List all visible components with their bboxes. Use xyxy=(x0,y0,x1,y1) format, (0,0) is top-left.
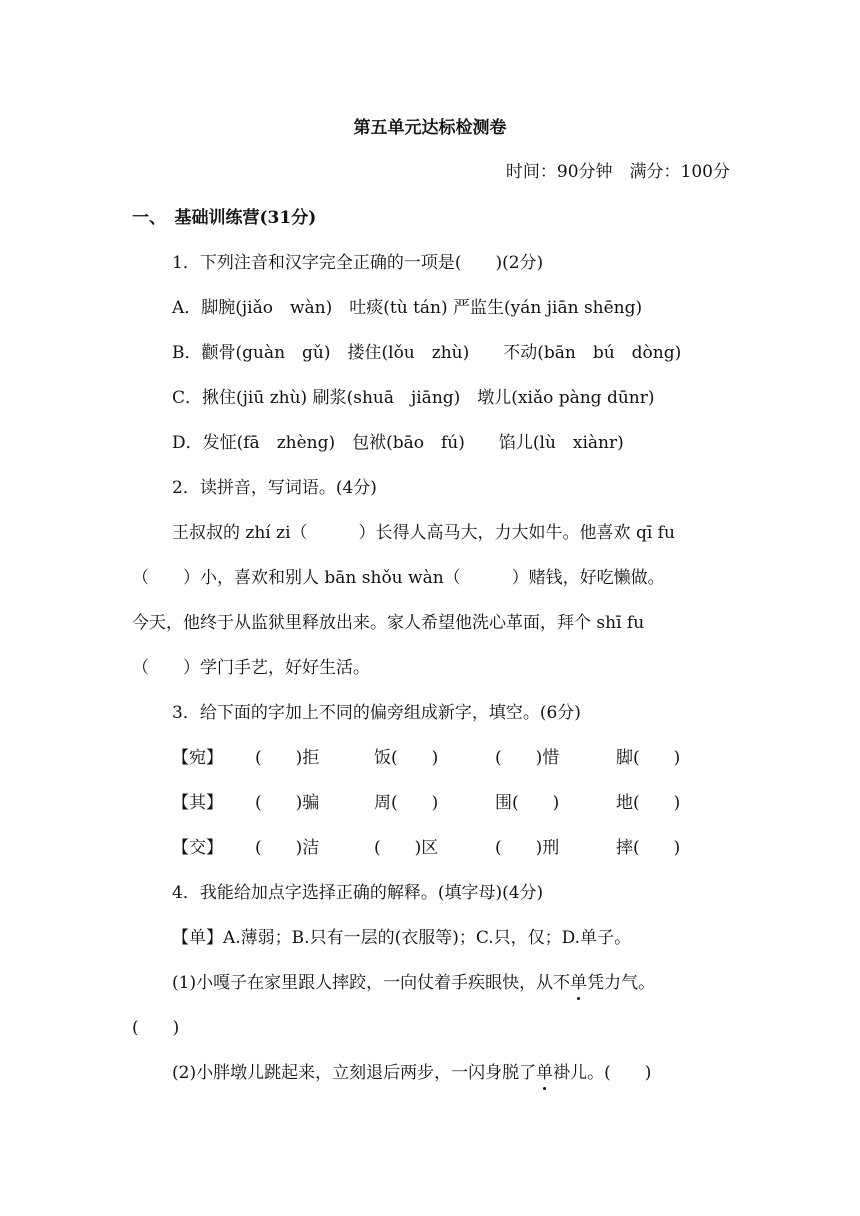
fill-blank-cell: ( )拒 xyxy=(255,748,320,768)
fill-blank-cell: ( )洁 xyxy=(255,838,320,858)
section-heading: 一、 基础训练营(31分) xyxy=(132,208,317,228)
fill-blank-cell: ( )刑 xyxy=(495,838,560,858)
question-4-definitions: 【单】A.薄弱；B.只有一层的(衣服等)；C.只，仅；D.单子。 xyxy=(172,928,632,948)
sentence-text: 凭力气。 xyxy=(587,973,656,993)
fill-blank-cell: 周( ) xyxy=(374,793,439,813)
answer-blank: ( ) xyxy=(132,1018,180,1038)
sentence-text: (1)小嘎子在家里跟人摔跤，一向仗着手疾眼快，从不 xyxy=(172,973,571,993)
emphasized-char: 单 xyxy=(570,973,588,993)
question-4-stem: 4．我能给加点字选择正确的解释。(填字母)(4分) xyxy=(172,883,544,903)
question-2-stem: 2．读拼音，写词语。(4分) xyxy=(172,478,377,498)
row-head: 【宛】 xyxy=(172,748,223,768)
fill-blank-cell: 地( ) xyxy=(616,793,681,813)
emphasized-char: 单 xyxy=(536,1063,554,1083)
question-1-option-d: D．发怔(fā zhèng) 包袱(bāo fú) 馅儿(lù xiànr) xyxy=(172,433,624,453)
fill-blank-cell: ( )区 xyxy=(374,838,439,858)
question-1-stem: 1．下列注音和汉字完全正确的一项是( )(2分) xyxy=(172,253,544,273)
question-2-line: （ ）学门手艺，好好生活。 xyxy=(132,658,370,678)
question-3-stem: 3．给下面的字加上不同的偏旁组成新字，填空。(6分) xyxy=(172,703,581,723)
fill-blank-cell: 脚( ) xyxy=(616,748,681,768)
question-4-sentence-1 xyxy=(172,971,655,995)
question-2-line: 今天，他终于从监狱里释放出来。家人希望他洗心革面，拜个 shī fu xyxy=(132,613,645,633)
row-head: 【交】 xyxy=(172,838,223,858)
row-head: 【其】 xyxy=(172,793,223,813)
sentence-text: 褂儿。( ) xyxy=(553,1063,652,1083)
question-2-line: （ ）小，喜欢和别人 bān shǒu wàn（ ）赌钱，好吃懒做。 xyxy=(132,568,665,588)
page-title: 第五单元达标检测卷 xyxy=(353,118,507,138)
question-4-sentence-2 xyxy=(172,1061,651,1085)
sentence-text: (2)小胖墩儿跳起来，立刻退后两步，一闪身脱了 xyxy=(172,1063,537,1083)
question-2-line: 王叔叔的 zhí zi（ ）长得人高马大，力大如牛。他喜欢 qī fu xyxy=(172,523,675,543)
exam-meta: 时间：90分钟 满分：100分 xyxy=(505,162,730,182)
question-1-option-c: C．揪住(jiū zhù) 刷浆(shuā jiāng) 墩儿(xiǎo pàng dūnr) xyxy=(172,388,655,408)
fill-blank-cell: 摔( ) xyxy=(616,838,681,858)
fill-blank-cell: 饭( ) xyxy=(374,748,439,768)
fill-blank-cell: ( )骗 xyxy=(255,793,320,813)
question-1-option-b: B．颧骨(guàn gǔ) 搂住(lǒu zhù) 不动(bān bú dòng) xyxy=(172,343,682,363)
fill-blank-cell: ( )惜 xyxy=(495,748,560,768)
fill-blank-cell: 围( ) xyxy=(495,793,560,813)
question-1-option-a: A．脚腕(jiǎo wàn) 吐痰(tù tán) 严监生(yán jiān shēng) xyxy=(172,298,643,318)
